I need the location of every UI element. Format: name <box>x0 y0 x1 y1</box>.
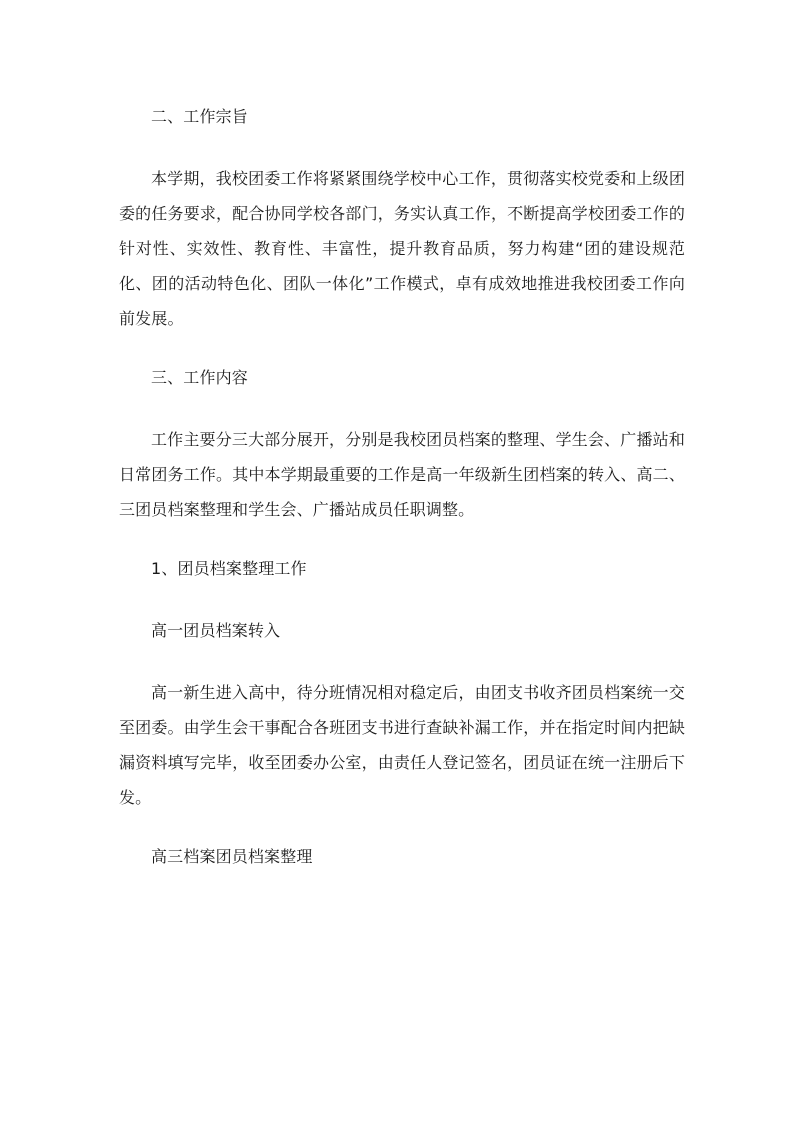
grade12-subheading: 高三档案团员档案整理 <box>151 847 313 866</box>
spacer <box>119 587 685 613</box>
document-body <box>119 99 685 875</box>
spacer <box>119 135 685 161</box>
section-2-paragraph: 本学期，我校团委工作将紧紧围绕学校中心工作，贯彻落实校党委和上级团委的任务要求，配合协同学校各部门，务实认真工作，不断提高学校团委工作的针对性、实效性、教育性、丰富性，提升教育品质，努力构建“团的建设规范化、团的活动特色化、团队一体化”工作模式，卓有成效地推进我校团委工作向前发展。 <box>119 169 685 328</box>
section-2-heading: 二、工作宗旨 <box>151 107 248 126</box>
item-1-heading: 1、团员档案整理工作 <box>151 559 307 578</box>
grade10-subheading: 高一团员档案转入 <box>151 621 281 640</box>
spacer <box>119 815 685 839</box>
section-3-paragraph: 工作主要分三大部分展开，分别是我校团员档案的整理、学生会、广播站和日常团务工作。其中本学期最重要的工作是高一年级新生团档案的转入、高二、三团员档案整理和学生会、广播站成员任职调整。 <box>119 430 685 519</box>
spacer <box>119 336 685 360</box>
spacer <box>119 396 685 422</box>
spacer <box>119 649 685 675</box>
grade10-paragraph: 高一新生进入高中，待分班情况相对稳定后，由团支书收齐团员档案统一交至团委。由学生会干事配合各班团支书进行查缺补漏工作，并在指定时间内把缺漏资料填写完毕，收至团委办公室，由责任人登记签名，团员证在统一注册后下发。 <box>119 683 685 807</box>
section-3-heading: 三、工作内容 <box>151 368 248 387</box>
spacer <box>119 527 685 551</box>
